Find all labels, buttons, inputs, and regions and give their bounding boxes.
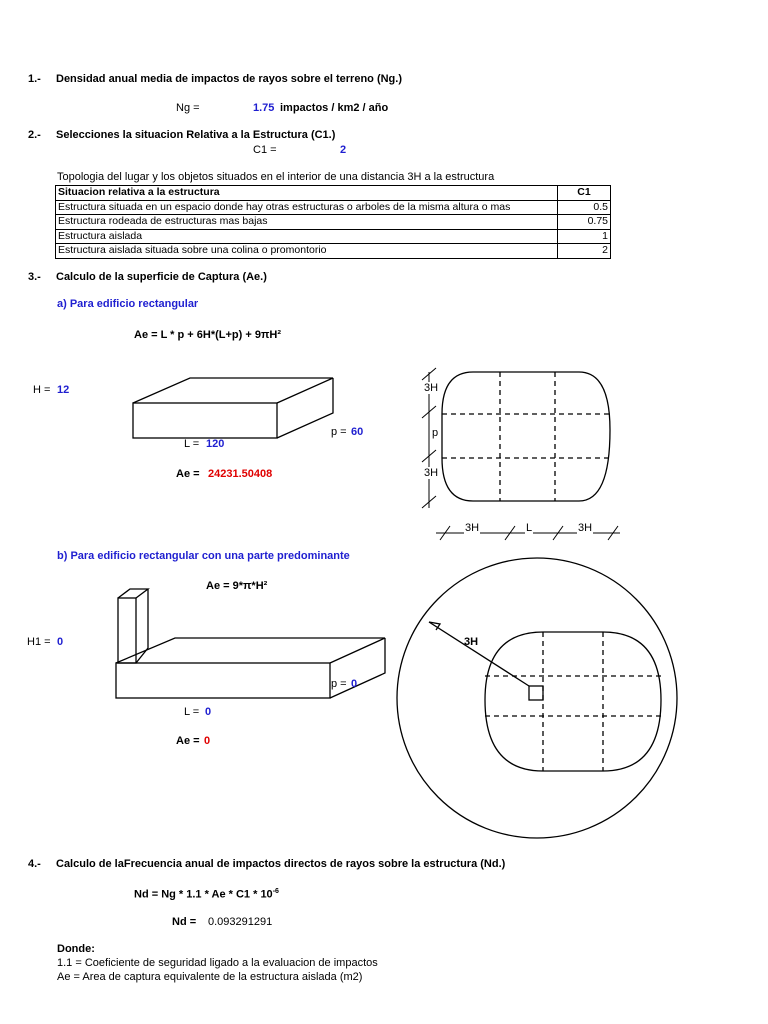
section-1-number: 1.- <box>28 73 41 85</box>
section-2-number: 2.- <box>28 129 41 141</box>
nd-formula-exponent: -6 <box>272 888 279 895</box>
table-cell-value: 2 <box>558 244 611 259</box>
dim-3h-bottom: 3H <box>424 467 439 479</box>
p-b-value[interactable]: 0 <box>351 678 358 690</box>
table-cell-desc: Estructura situada en un espacio donde hay otras estructuras o arboles de la misma altura o mas <box>56 200 558 215</box>
dim-l: L <box>526 522 533 534</box>
section-4-title: Calculo de laFrecuencia anual de impactos directos de rayos sobre la estructura (Nd.) <box>56 858 506 870</box>
p-label: p = <box>331 426 347 438</box>
ae-a-value: 24231.50408 <box>208 468 273 480</box>
part-b-formula: Ae = 9*π*H² <box>206 580 268 592</box>
section-2-title: Selecciones la situacion Relativa a la Estructura (C1.) <box>56 129 336 141</box>
dim-3h-right: 3H <box>578 522 593 534</box>
table-cell-value: 1 <box>558 229 611 244</box>
section-3-title: Calculo de la superficie de Captura (Ae.) <box>56 271 267 283</box>
h-value[interactable]: 12 <box>57 384 70 396</box>
ng-value[interactable]: 1.75 <box>253 102 275 114</box>
l-b-value[interactable]: 0 <box>205 706 212 718</box>
c1-label: C1 = <box>253 144 277 156</box>
donde-line: Ae = Area de captura equivalente de la estructura aislada (m2) <box>57 971 363 983</box>
l-label: L = <box>184 438 200 450</box>
dim-3h-top: 3H <box>424 382 439 394</box>
part-a-title: a) Para edificio rectangular <box>57 298 199 310</box>
dim-p: p <box>432 427 439 439</box>
nd-label: Nd = <box>172 916 197 928</box>
dim-3h-left: 3H <box>465 522 480 534</box>
table-cell-value: 0.75 <box>558 215 611 230</box>
h1-value[interactable]: 0 <box>57 636 64 648</box>
part-b-title: b) Para edificio rectangular con una parte predominante <box>57 550 350 562</box>
l-value[interactable]: 120 <box>206 438 225 450</box>
table-cell-desc: Estructura aislada <box>56 229 558 244</box>
table-cell-desc: Estructura aislada situada sobre una colina o promontorio <box>56 244 558 259</box>
section-4-number: 4.- <box>28 858 41 870</box>
ae-b-label: Ae = <box>176 735 200 747</box>
table-cell-value: 0.5 <box>558 200 611 215</box>
nd-formula-main: Nd = Ng * 1.1 * Ae * C1 * 10 <box>134 888 273 901</box>
p-b-label: p = <box>331 678 347 690</box>
table-header-c1: C1 <box>558 186 611 201</box>
h-label: H = <box>33 384 51 396</box>
ng-label: Ng = <box>176 102 200 114</box>
ae-a-label: Ae = <box>176 468 200 480</box>
nd-value: 0.093291291 <box>208 916 273 928</box>
section-3-number: 3.- <box>28 271 41 283</box>
l-b-label: L = <box>184 706 200 718</box>
nd-formula <box>134 888 279 901</box>
radius-3h-label: 3H <box>464 636 479 648</box>
table-caption: Topologia del lugar y los objetos situados en el interior de una distancia 3H a la estructura <box>57 171 495 183</box>
table-header-situation: Situacion relativa a la estructura <box>56 186 558 201</box>
donde-line: 1.1 = Coeficiente de seguridad ligado a la evaluacion de impactos <box>57 957 378 969</box>
c1-value[interactable]: 2 <box>340 144 347 156</box>
ng-units: impactos / km2 / año <box>280 102 389 114</box>
part-a-formula: Ae = L * p + 6H*(L+p) + 9πH² <box>134 329 281 341</box>
h1-label: H1 = <box>27 636 51 648</box>
table-cell-desc: Estructura rodeada de estructuras mas bajas <box>56 215 558 230</box>
section-1-title: Densidad anual media de impactos de rayos sobre el terreno (Ng.) <box>56 73 402 85</box>
ae-b-value: 0 <box>204 735 211 747</box>
p-value[interactable]: 60 <box>351 426 364 438</box>
donde-title: Donde: <box>57 943 95 955</box>
